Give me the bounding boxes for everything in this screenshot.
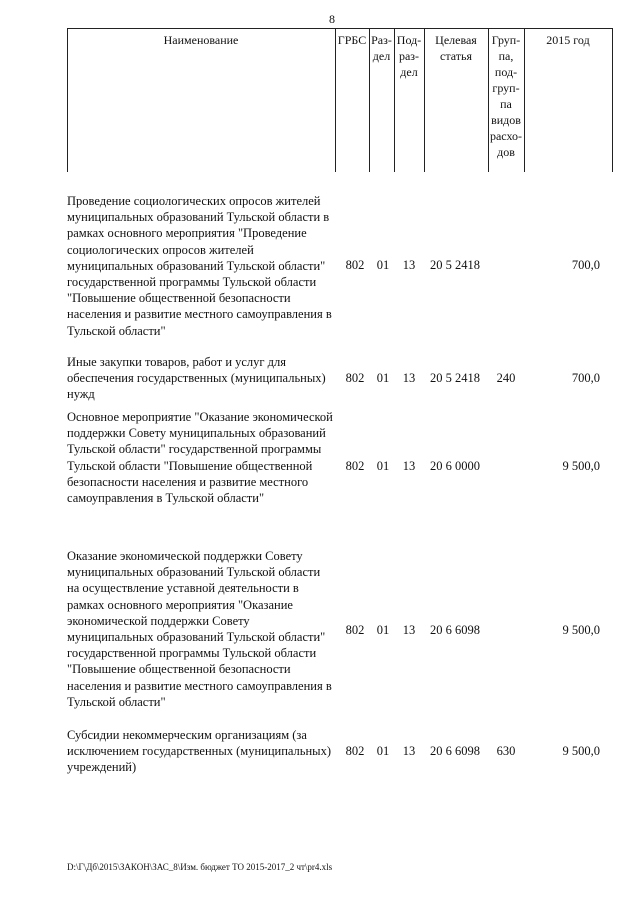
- header-top-border: [67, 28, 612, 29]
- row-grbs: 802: [345, 459, 365, 473]
- file-path-footer: D:\Г\Дб\2015\ЗАКОН\ЗАС_8\Изм. бюджет ТО 2015-2017_2 чт\pr4.xls: [67, 862, 333, 872]
- col-border: [612, 28, 613, 172]
- header-vid-rashodov: Груп- па, под- груп- па видов расхо- дов: [489, 33, 523, 159]
- header-name: Наименование: [163, 33, 239, 47]
- row-podrazdel: 13: [402, 371, 416, 385]
- col-border: [67, 28, 68, 172]
- row-razdel: 01: [376, 371, 390, 385]
- row-grbs: 802: [345, 744, 365, 758]
- row-razdel: 01: [376, 744, 390, 758]
- row-razdel: 01: [376, 459, 390, 473]
- row-amount: 700,0: [571, 258, 600, 272]
- row-celevaya-statya: 20 5 2418: [430, 258, 480, 272]
- row-grbs: 802: [345, 371, 365, 385]
- header-grbs: ГРБС: [337, 33, 367, 47]
- row-amount: 9 500,0: [562, 623, 600, 637]
- row-podrazdel: 13: [402, 623, 416, 637]
- table-header: [67, 28, 612, 172]
- header-razdel: Раз- дел: [371, 33, 392, 63]
- page-number: 8: [329, 12, 335, 26]
- row-podrazdel: 13: [402, 459, 416, 473]
- header-podrazdel: Под- раз- дел: [396, 33, 422, 79]
- row-amount: 9 500,0: [562, 459, 600, 473]
- row-amount: 700,0: [571, 371, 600, 385]
- row-amount: 9 500,0: [562, 744, 600, 758]
- row-celevaya-statya: 20 5 2418: [430, 371, 480, 385]
- row-podrazdel: 13: [402, 744, 416, 758]
- row-name: Проведение социологических опросов жителей муниципальных образований Тульской области в рамках основного мероприятия "Проведение социологических опросов жителей муниципальных образований Тульской области" государственной программы Тульской области "Повышение общественной безопасности населения и развитие местного самоуправления в Тульской области": [67, 194, 332, 338]
- row-grbs: 802: [345, 258, 365, 272]
- row-podrazdel: 13: [402, 258, 416, 272]
- row-vid-rashodov: 630: [496, 744, 516, 758]
- row-name: Оказание экономической поддержки Совету муниципальных образований Тульской области на осуществление уставной деятельности в рамках основного мероприятия "Оказание экономической поддержки Совету муниципальных образований Тульской области" государственной программы Тульской области "Повышение общественной безопасности населения и развитие местного самоуправления в Тульской области": [67, 549, 332, 709]
- row-name: Субсидии некоммерческим организациям (за исключением государственных (муниципальных) учреждений): [67, 728, 331, 775]
- col-border: [335, 28, 336, 172]
- row-grbs: 802: [345, 623, 365, 637]
- row-vid-rashodov: 240: [496, 371, 516, 385]
- row-razdel: 01: [376, 258, 390, 272]
- row-celevaya-statya: 20 6 0000: [430, 459, 480, 473]
- header-year: 2015 год: [546, 33, 590, 47]
- row-celevaya-statya: 20 6 6098: [430, 744, 480, 758]
- row-name: Основное мероприятие "Оказание экономической поддержки Совету муниципальных образований Тульской области" государственной программы Тульской области "Повышение общественной безопасности населения и развитие местного самоуправления в Тульской области": [67, 410, 333, 506]
- row-name: Иные закупки товаров, работ и услуг для обеспечения государственных (муниципальных) нужд: [67, 355, 326, 402]
- row-celevaya-statya: 20 6 6098: [430, 623, 480, 637]
- header-celevaya-statya: Целевая статья: [435, 33, 477, 63]
- row-razdel: 01: [376, 623, 390, 637]
- col-border: [524, 28, 525, 172]
